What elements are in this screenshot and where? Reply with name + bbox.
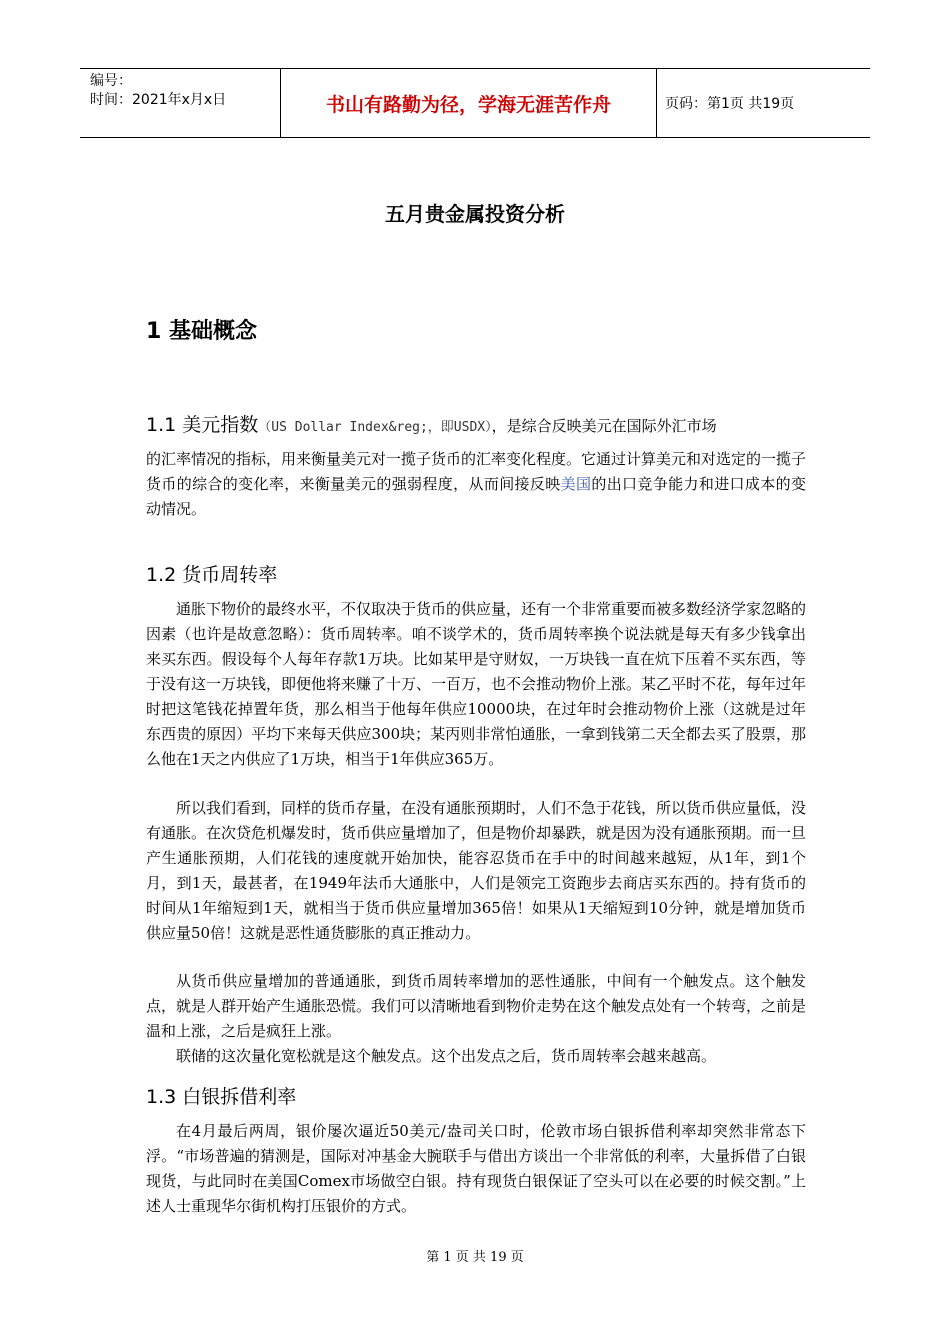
usa-link[interactable]: 美国 <box>560 475 592 493</box>
section-1-2-paragraph-2: 所以我们看到，同样的货币存量，在没有通胀预期时，人们不急于花钱，所以货币供应量低，没有通胀。在次贷危机爆发时，货币供应量增加了，但是物价却暴跌，就是因为没有通胀预期。而一旦产生通胀预期，人们花钱的速度就开始加快，能容忍货币在手中的时间越来越短，从1年，到1个月，到1天，最甚者，在1949年法币大通胀中，人们是领完工资跑步去商店买东西的。持有货币的时间从1年缩短到1天，就相当于货币供应量增加365倍！如果从1天缩短到10分钟，就是增加货币供应量50倍！这就是恶性通货膨胀的真正推动力。 <box>146 799 807 942</box>
section-1-2-heading: 1.2 货币周转率 <box>146 564 278 586</box>
header-motto: 书山有路勤为径，学海无涯苦作舟 <box>281 69 657 137</box>
section-1-1-text: 的汇率情况的指标，用来衡量美元对一揽子货币的汇率变化程度。它通过计算美元和对选定的一揽子货币的综合的变化率，来衡量美元的强弱程度，从而间接反映 <box>146 450 807 493</box>
section-1-1-heading-line <box>146 410 717 437</box>
section-1-2-paragraph-3: 从货币供应量增加的普通通胀，到货币周转率增加的恶性通胀，中间有一个触发点。这个触发点，就是人群开始产生通胀恐慌。我们可以清晰地看到物价走势在这个触发点处有一个转弯，之前是温和上涨，之后是疯狂上涨。 <box>146 972 807 1040</box>
header-date-label: 时间：2021年x月x日 <box>90 92 227 108</box>
section-1-1-heading: 1.1 美元指数 <box>146 414 259 436</box>
header-page-info: 页码：第1页 共19页 <box>665 96 795 112</box>
page-footer: 第 1 页 共 19 页 <box>426 1250 524 1265</box>
section-1-2-paragraph-4: 联储的这次量化宽松就是这个触发点。这个出发点之后，货币周转率会越来越高。 <box>176 1047 717 1065</box>
section-1-heading: 1 基础概念 <box>146 319 257 344</box>
header-meta <box>80 69 281 137</box>
page-header <box>80 68 870 138</box>
section-1-3-heading: 1.3 白银拆借利率 <box>146 1086 297 1108</box>
section-1-1-heading-tail: ，是综合反映美元在国际外汇市场 <box>491 417 717 435</box>
section-1-1-paragraph <box>146 447 806 522</box>
section-1-2-paragraph-1: 通胀下物价的最终水平，不仅取决于货币的供应量，还有一个非常重要而被多数经济学家忽略的因素（也许是故意忽略）：货币周转率。咱不谈学术的，货币周转率换个说法就是每天有多少钱拿出来买东西。假设每个人每年存款1万块。比如某甲是守财奴，一万块钱一直在炕下压着不买东西，等于没有这一万块钱，即便他将来赚了十万、一百万，也不会推动物价上涨。某乙平时不花，每年过年时把这笔钱花掉置年货，那么相当于他每年供应10000块，在过年时会推动物价上涨（这就是过年东西贵的原因）平均下来每天供应300块；某丙则非常怕通胀，一拿到钱第二天全都去买了股票，那么他在1天之内供应了1万块，相当于1年供应365万。 <box>146 600 807 768</box>
section-1-1-text-tail: 的出口竞争能力和进口成本的变动情况。 <box>146 475 806 518</box>
section-1-1-subtitle: （US Dollar Index&reg;，即USDX） <box>258 420 492 435</box>
header-number-label: 编号： <box>90 73 132 89</box>
section-1-3-paragraph-1: 在4月最后两周，银价屡次逼近50美元/盎司关口时，伦敦市场白银拆借利率却突然非常态下浮。“市场普遍的猜测是，国际对冲基金大腕联手与借出方谈出一个非常低的利率，大量拆借了白银现货，与此同时在美国Comex市场做空白银。持有现货白银保证了空头可以在必要的时候交割。”上述人士重现华尔街机构打压银价的方式。 <box>146 1122 806 1215</box>
document-title: 五月贵金属投资分析 <box>385 202 565 226</box>
